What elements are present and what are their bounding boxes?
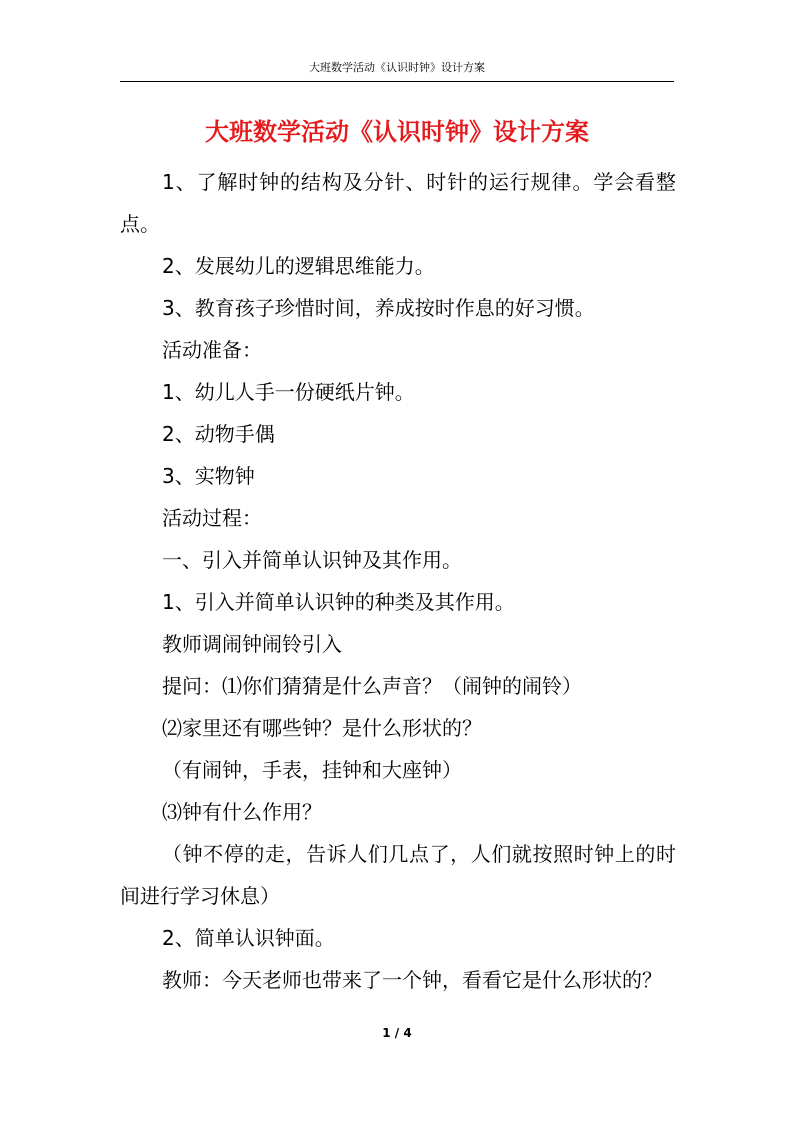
paragraph-answer-3: （钟不停的走，告诉人们几点了，人们就按照时钟上的时间进行学习休息） (120, 842, 676, 908)
section-heading-process: 活动过程： (162, 506, 262, 530)
paragraph-prep-1: 1、幼儿人手一份硬纸片钟。 (162, 380, 415, 404)
paragraph-step-2: 2、简单认识钟面。 (162, 926, 335, 950)
running-header: 大班数学活动《认识时钟》设计方案 (309, 61, 485, 74)
paragraph-question-2: ⑵家里还有哪些钟？是什么形状的？ (162, 716, 482, 740)
page-number: 1 / 4 (382, 1026, 412, 1040)
paragraph-prep-2: 2、动物手偶 (162, 422, 275, 446)
paragraph-question-1: 提问：⑴你们猜猜是什么声音？（闹钟的闹铃） (162, 674, 582, 698)
section-heading-preparation: 活动准备： (162, 338, 262, 362)
paragraph-goal-1: 1、了解时钟的结构及分针、时针的运行规律。学会看整点。 (120, 170, 676, 236)
paragraph-goal-3: 3、教育孩子珍惜时间，养成按时作息的好习惯。 (162, 296, 595, 320)
paragraph-answer-2: （有闹钟，手表，挂钟和大座钟） (162, 758, 462, 782)
paragraph-step-1: 1、引入并简单认识钟的种类及其作用。 (162, 590, 515, 614)
paragraph-step-intro: 一、引入并简单认识钟及其作用。 (162, 548, 462, 572)
paragraph-teacher-intro: 教师调闹钟闹铃引入 (162, 632, 342, 656)
paragraph-goal-2: 2、发展幼儿的逻辑思维能力。 (162, 254, 435, 278)
document-title: 大班数学活动《认识时钟》设计方案 (205, 118, 589, 146)
paragraph-teacher-question: 教师：今天老师也带来了一个钟，看看它是什么形状的？ (162, 968, 662, 992)
document-body (120, 161, 676, 1001)
header-divider (120, 81, 674, 82)
paragraph-question-3: ⑶钟有什么作用？ (162, 800, 322, 824)
paragraph-prep-3: 3、实物钟 (162, 464, 255, 488)
